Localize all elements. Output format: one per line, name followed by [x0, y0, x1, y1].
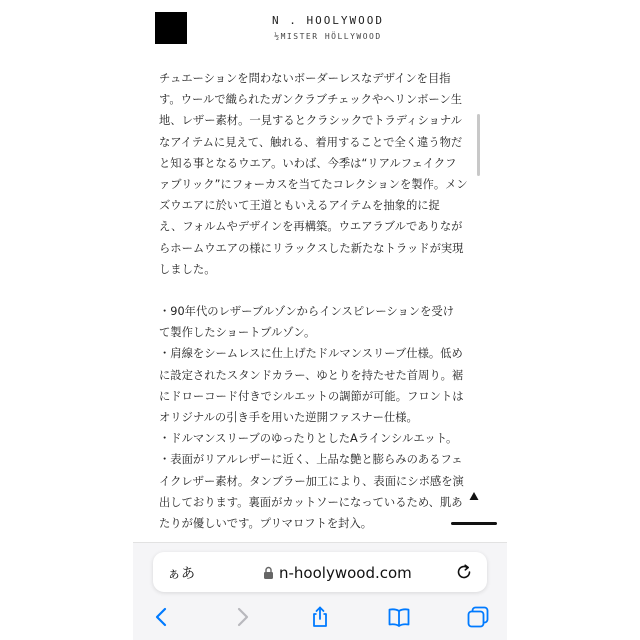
brand-title: N . HOOLYWOOD: [271, 14, 385, 27]
text-line: にドローコード付きでシルエットの調節が可能。フロントは: [159, 389, 464, 403]
text-line: イクレザー素材。タンブラー加工により、表面にシボ感を演: [159, 474, 464, 488]
text-line: たりが優しいです。プリマロフトを封入。: [159, 516, 373, 530]
paragraph-gap: [159, 280, 485, 301]
text-line: す。ウールで織られたガンクラブチェックやヘリンボーン生: [159, 93, 463, 107]
reload-icon[interactable]: [455, 563, 473, 581]
scroll-indicator[interactable]: [477, 114, 480, 176]
text-line: ・表面がリアルレザーに近く、上品な艶と膨らみのあるフェ: [159, 453, 463, 467]
text-line: ズウエアに於いて王道ともいえるアイテムを抽象的に捉: [159, 199, 440, 213]
browser-toolbar: [133, 542, 507, 640]
brand-logo[interactable]: [155, 12, 187, 44]
lock-icon: [263, 566, 274, 580]
text-line: ァブリック”にフォーカスを当てたコレクションを製作。メン: [159, 177, 468, 191]
browser-nav-row: [133, 601, 507, 635]
book-icon[interactable]: [387, 605, 411, 629]
divider-line: [451, 522, 497, 525]
url-display[interactable]: [263, 563, 412, 583]
text-line: と知る事となるウエア。いわば、今季は“リアルフェイクフ: [159, 156, 457, 170]
text-line: チュエーションを問わないボーダーレスなデザインを目指: [159, 72, 451, 85]
text-line: なアイテムに見えて、触れる、着用することで全く違う物だ: [159, 135, 463, 149]
chevron-left-icon[interactable]: [150, 605, 174, 629]
text-line: 地、レザー素材。一見するとクラシックでトラディショナル: [159, 114, 462, 128]
text-line: に設定されたスタンドカラー、ゆとりを持たせた首周り。裾: [159, 368, 464, 382]
page-top-icon[interactable]: [469, 491, 479, 501]
text-line: ・ドルマンスリーブのゆったりとしたAラインシルエット。: [159, 432, 458, 446]
url-text: n-hoolywood.com: [279, 564, 412, 582]
text-line: しました。: [159, 262, 216, 276]
text-line: らホームウエアの様にリラックスした新たなトラッドが実現: [159, 241, 464, 255]
text-line: て製作したショートブルゾン。: [159, 326, 316, 340]
tabs-icon[interactable]: [466, 605, 490, 629]
chevron-right-icon[interactable]: [230, 605, 254, 629]
web-page: [133, 0, 507, 640]
share-icon[interactable]: [308, 605, 332, 629]
product-description: [159, 68, 485, 534]
text-line: オリジナルの引き手を用いた逆開ファスナー仕様。: [159, 411, 418, 424]
text-line: ・肩線をシームレスに仕上げたドルマンスリーブ仕様。低め: [159, 347, 463, 361]
brand-subtitle: ½MISTER HÖLLYWOOD: [274, 32, 382, 41]
text-line: 出しております。裏面がカットソーになっているため、肌あ: [159, 495, 463, 509]
text-line: え、フォルムやデザインを再構築。ウエアラブルでありなが: [159, 220, 463, 234]
text-size-button[interactable]: ぁあ: [167, 566, 195, 582]
address-bar[interactable]: [153, 552, 487, 592]
text-line: ・90年代のレザーブルゾンからインスピレーションを受け: [159, 305, 454, 319]
brand-header[interactable]: [253, 14, 403, 41]
